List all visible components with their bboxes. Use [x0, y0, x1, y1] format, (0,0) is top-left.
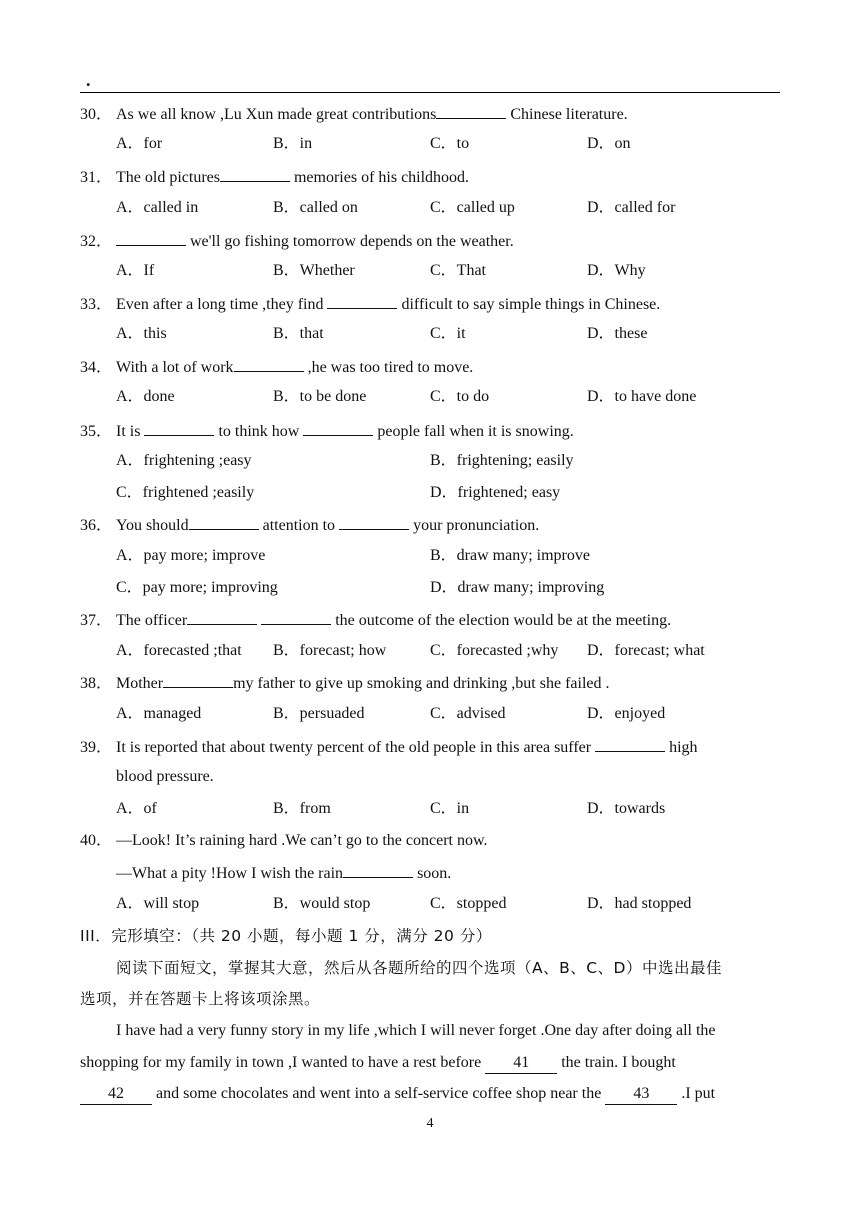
answer-blank [116, 228, 186, 246]
passage-text: the train. I bought [557, 1054, 676, 1071]
passage-text: shopping for my family in town ,I wanted to have a rest before [80, 1054, 486, 1071]
option-d: D．to have done [587, 388, 697, 405]
question-36 [80, 512, 790, 536]
question-text: my father to give up smoking and drinking ,but she failed . [233, 675, 610, 692]
option-a: A．pay more; improve [116, 547, 266, 564]
answer-blank [189, 512, 259, 530]
option-c: C．pay more; improving [116, 579, 278, 596]
option-a: A．forecasted ;that [116, 642, 242, 659]
section-instruction: 阅读下面短文，掌握其大意，然后从各题所给的四个选项（A、B、C、D）中选出最佳 [116, 959, 722, 977]
options-33 [116, 322, 826, 346]
option-a: A．for [116, 135, 163, 152]
question-text: It is [116, 423, 145, 440]
options-39 [116, 797, 826, 821]
cloze-blank-41: 41 [485, 1053, 557, 1074]
question-text: —Look! It’s raining hard .We can’t go to the concert now. [116, 832, 488, 849]
option-b: B．Whether [273, 262, 355, 279]
options-38 [116, 702, 826, 726]
option-a: A．frightening ;easy [116, 452, 252, 469]
question-38 [80, 670, 790, 694]
question-text: people fall when it is snowing. [373, 423, 574, 440]
answer-blank [234, 354, 304, 372]
answer-blank [187, 607, 257, 625]
answer-blank [595, 734, 665, 752]
answer-blank [220, 164, 290, 182]
question-text: blood pressure. [116, 768, 214, 785]
option-d: D．draw many; improving [430, 579, 605, 596]
question-text: high [665, 739, 698, 756]
question-text: You should [116, 517, 189, 534]
answer-blank [144, 418, 214, 436]
answer-blank [303, 418, 373, 436]
question-text: Mother [116, 675, 164, 692]
question-text: As we all know ,Lu Xun made great contributions [116, 106, 437, 123]
option-b: B．called on [273, 199, 358, 216]
page-number: 4 [426, 1116, 434, 1131]
option-c: C．in [430, 800, 470, 817]
answer-blank [343, 860, 413, 878]
options-36-row2 [116, 576, 826, 600]
option-b: B．from [273, 800, 331, 817]
option-d: D．these [587, 325, 648, 342]
options-34 [116, 385, 826, 409]
answer-blank [327, 291, 397, 309]
answer-blank [436, 101, 506, 119]
question-text: —What a pity !How I wish the rain [116, 865, 344, 882]
question-33 [80, 291, 790, 315]
question-text: attention to [258, 517, 340, 534]
option-a: A．If [116, 262, 155, 279]
question-35 [80, 418, 790, 442]
passage-line: I have had a very funny story in my life ,which I will never forget .One day after doing all the [116, 1022, 716, 1039]
question-text: With a lot of work [116, 359, 234, 376]
option-b: B．frightening; easily [430, 452, 574, 469]
question-30 [80, 101, 790, 125]
option-b: B．would stop [273, 895, 371, 912]
option-d: D．forecast; what [587, 642, 705, 659]
options-35-row1 [116, 449, 826, 473]
option-a: A．of [116, 800, 157, 817]
option-c: C．called up [430, 199, 515, 216]
question-number: 33． [80, 296, 113, 313]
option-c: C．frightened ;easily [116, 484, 255, 501]
question-31 [80, 164, 790, 188]
question-40-line2 [116, 860, 826, 884]
passage-text: and some chocolates and went into a self-service coffee shop near the [152, 1085, 606, 1102]
option-d: D．frightened; easy [430, 484, 561, 501]
options-30 [116, 132, 826, 156]
question-number: 36． [80, 517, 113, 534]
option-d: D．on [587, 135, 631, 152]
options-40 [116, 892, 826, 916]
option-d: D．called for [587, 199, 676, 216]
option-d: D．enjoyed [587, 705, 666, 722]
answer-blank [261, 607, 331, 625]
passage-line [80, 1051, 790, 1075]
question-text: ,he was too tired to move. [303, 359, 474, 376]
option-c: C．stopped [430, 895, 507, 912]
question-number: 38． [80, 675, 113, 692]
option-a: A．this [116, 325, 167, 342]
header-rule [80, 92, 780, 93]
question-32 [80, 228, 790, 252]
question-number: 39． [80, 739, 113, 756]
question-number: 34． [80, 359, 113, 376]
option-c: C．That [430, 262, 486, 279]
option-c: C．to [430, 135, 470, 152]
question-text: soon. [413, 865, 452, 882]
answer-blank [163, 670, 233, 688]
option-b: B．to be done [273, 388, 367, 405]
question-37 [80, 607, 790, 631]
options-36-row1 [116, 544, 826, 568]
option-a: A．done [116, 388, 175, 405]
option-c: C．to do [430, 388, 490, 405]
answer-blank [339, 512, 409, 530]
question-text: Chinese literature. [506, 106, 628, 123]
question-number: 31． [80, 169, 113, 186]
cloze-blank-42: 42 [80, 1084, 152, 1105]
question-39 [80, 734, 790, 758]
section-heading: III．完形填空：（共 20 小题，每小题 1 分，满分 20 分） [80, 927, 492, 945]
section-instruction: 选项，并在答题卡上将该项涂黑。 [80, 990, 321, 1008]
options-32 [116, 259, 826, 283]
option-b: B．that [273, 325, 324, 342]
question-text: to think how [214, 423, 304, 440]
option-d: D．had stopped [587, 895, 692, 912]
option-c: C．forecasted ;why [430, 642, 559, 659]
option-b: B．persuaded [273, 705, 365, 722]
question-text: we'll go fishing tomorrow depends on the weather. [186, 233, 514, 250]
question-text: The old pictures [116, 169, 220, 186]
option-b: B．in [273, 135, 313, 152]
question-text: Even after a long time ,they find [116, 296, 328, 313]
option-a: A．called in [116, 199, 199, 216]
option-b: B．draw many; improve [430, 547, 590, 564]
question-34 [80, 354, 790, 378]
question-number: 30． [80, 106, 113, 123]
option-c: C．it [430, 325, 466, 342]
question-text: difficult to say simple things in Chinese. [397, 296, 661, 313]
option-b: B．forecast; how [273, 642, 387, 659]
options-35-row2 [116, 481, 826, 505]
option-d: D．Why [587, 262, 646, 279]
option-c: C．advised [430, 705, 506, 722]
cloze-blank-43: 43 [605, 1084, 677, 1105]
option-a: A．will stop [116, 895, 200, 912]
question-text: The officer [116, 612, 188, 629]
question-text: memories of his childhood. [289, 169, 470, 186]
passage-line [80, 1082, 790, 1106]
question-number: 37． [80, 612, 113, 629]
header-dot: . [86, 70, 91, 90]
question-number: 32． [80, 233, 113, 250]
question-39-continued [116, 765, 826, 789]
question-text: your pronunciation. [409, 517, 540, 534]
question-text: It is reported that about twenty percent of the old people in this area suffer [116, 739, 596, 756]
option-d: D．towards [587, 800, 666, 817]
passage-text: .I put [677, 1085, 716, 1102]
question-40 [80, 829, 790, 853]
option-a: A．managed [116, 705, 202, 722]
question-number: 35． [80, 423, 113, 440]
question-number: 40． [80, 832, 113, 849]
question-text: the outcome of the election would be at the meeting. [331, 612, 672, 629]
options-37 [116, 639, 826, 663]
options-31 [116, 196, 826, 220]
